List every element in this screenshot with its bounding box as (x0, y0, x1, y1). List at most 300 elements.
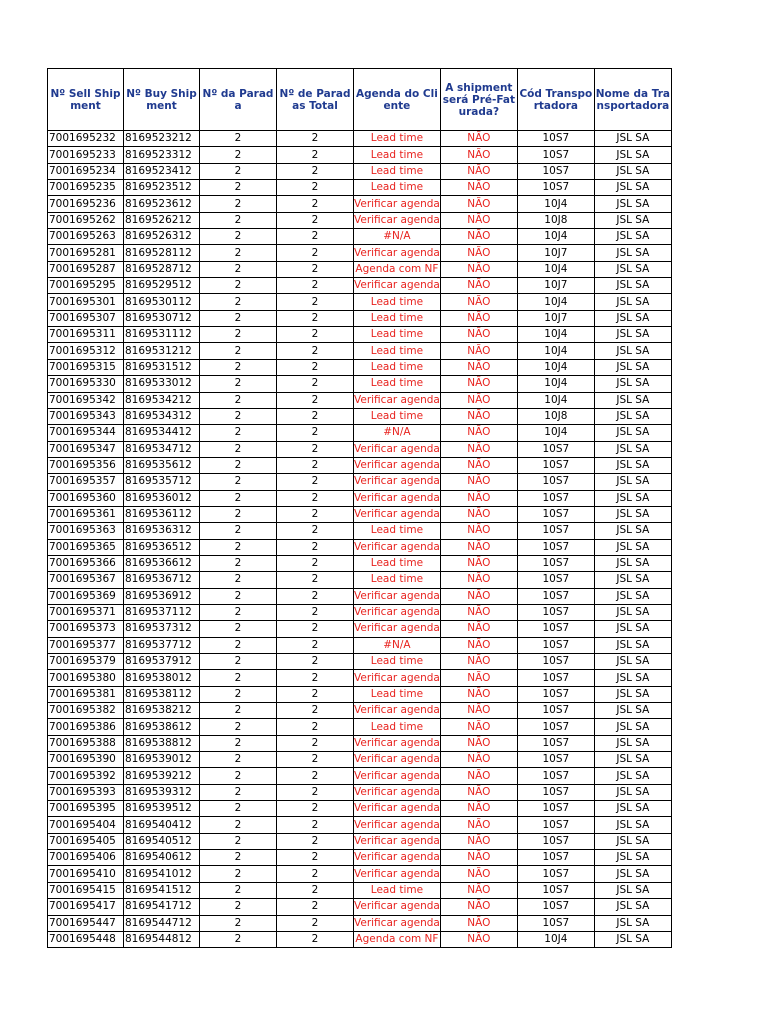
cell-buy-shipment[interactable]: 8169534412 (124, 425, 200, 441)
cell-sell-shipment[interactable]: 7001695361 (48, 506, 124, 522)
cell-nome-transportadora[interactable]: JSL SA (594, 637, 671, 653)
cell-cod-transportadora[interactable]: 10S7 (517, 686, 594, 702)
cell-paradas-total[interactable]: 2 (277, 376, 354, 392)
cell-pre-faturada[interactable]: NÃO (440, 506, 517, 522)
cell-parada[interactable]: 2 (200, 882, 277, 898)
cell-parada[interactable]: 2 (200, 752, 277, 768)
cell-parada[interactable]: 2 (200, 719, 277, 735)
cell-buy-shipment[interactable]: 8169531112 (124, 327, 200, 343)
cell-paradas-total[interactable]: 2 (277, 506, 354, 522)
cell-paradas-total[interactable]: 2 (277, 588, 354, 604)
cell-buy-shipment[interactable]: 8169538112 (124, 686, 200, 702)
cell-paradas-total[interactable]: 2 (277, 229, 354, 245)
cell-agenda-cliente[interactable]: Verificar agenda (354, 457, 441, 473)
cell-agenda-cliente[interactable]: Lead time (354, 327, 441, 343)
cell-buy-shipment[interactable]: 8169535712 (124, 474, 200, 490)
cell-parada[interactable]: 2 (200, 310, 277, 326)
cell-sell-shipment[interactable]: 7001695386 (48, 719, 124, 735)
cell-paradas-total[interactable]: 2 (277, 572, 354, 588)
cell-agenda-cliente[interactable]: Verificar agenda (354, 915, 441, 931)
cell-parada[interactable]: 2 (200, 457, 277, 473)
cell-parada[interactable]: 2 (200, 359, 277, 375)
cell-nome-transportadora[interactable]: JSL SA (594, 833, 671, 849)
cell-cod-transportadora[interactable]: 10S7 (517, 621, 594, 637)
cell-sell-shipment[interactable]: 7001695363 (48, 523, 124, 539)
cell-paradas-total[interactable]: 2 (277, 392, 354, 408)
cell-nome-transportadora[interactable]: JSL SA (594, 245, 671, 261)
cell-parada[interactable]: 2 (200, 784, 277, 800)
cell-cod-transportadora[interactable]: 10S7 (517, 506, 594, 522)
cell-agenda-cliente[interactable]: Verificar agenda (354, 539, 441, 555)
cell-buy-shipment[interactable]: 8169541712 (124, 899, 200, 915)
cell-pre-faturada[interactable]: NÃO (440, 637, 517, 653)
cell-parada[interactable]: 2 (200, 833, 277, 849)
cell-cod-transportadora[interactable]: 10S7 (517, 523, 594, 539)
cell-nome-transportadora[interactable]: JSL SA (594, 931, 671, 947)
cell-cod-transportadora[interactable]: 10S7 (517, 801, 594, 817)
cell-agenda-cliente[interactable]: Lead time (354, 686, 441, 702)
cell-cod-transportadora[interactable]: 10S7 (517, 768, 594, 784)
cell-nome-transportadora[interactable]: JSL SA (594, 539, 671, 555)
cell-nome-transportadora[interactable]: JSL SA (594, 735, 671, 751)
cell-pre-faturada[interactable]: NÃO (440, 686, 517, 702)
cell-sell-shipment[interactable]: 7001695330 (48, 376, 124, 392)
cell-parada[interactable]: 2 (200, 147, 277, 163)
cell-paradas-total[interactable]: 2 (277, 196, 354, 212)
cell-agenda-cliente[interactable]: Verificar agenda (354, 817, 441, 833)
cell-buy-shipment[interactable]: 8169538012 (124, 670, 200, 686)
cell-agenda-cliente[interactable]: Lead time (354, 310, 441, 326)
cell-buy-shipment[interactable]: 8169541512 (124, 882, 200, 898)
cell-cod-transportadora[interactable]: 10S7 (517, 588, 594, 604)
cell-nome-transportadora[interactable]: JSL SA (594, 670, 671, 686)
cell-cod-transportadora[interactable]: 10S7 (517, 833, 594, 849)
cell-pre-faturada[interactable]: NÃO (440, 539, 517, 555)
cell-parada[interactable]: 2 (200, 817, 277, 833)
cell-pre-faturada[interactable]: NÃO (440, 278, 517, 294)
cell-parada[interactable]: 2 (200, 376, 277, 392)
cell-buy-shipment[interactable]: 8169538612 (124, 719, 200, 735)
cell-cod-transportadora[interactable]: 10J4 (517, 359, 594, 375)
cell-agenda-cliente[interactable]: Lead time (354, 408, 441, 424)
cell-parada[interactable]: 2 (200, 703, 277, 719)
cell-sell-shipment[interactable]: 7001695380 (48, 670, 124, 686)
cell-buy-shipment[interactable]: 8169523412 (124, 163, 200, 179)
cell-buy-shipment[interactable]: 8169538212 (124, 703, 200, 719)
cell-parada[interactable]: 2 (200, 931, 277, 947)
cell-sell-shipment[interactable]: 7001695447 (48, 915, 124, 931)
cell-sell-shipment[interactable]: 7001695311 (48, 327, 124, 343)
cell-buy-shipment[interactable]: 8169528112 (124, 245, 200, 261)
cell-pre-faturada[interactable]: NÃO (440, 850, 517, 866)
cell-agenda-cliente[interactable]: Lead time (354, 555, 441, 571)
cell-sell-shipment[interactable]: 7001695406 (48, 850, 124, 866)
cell-paradas-total[interactable]: 2 (277, 490, 354, 506)
cell-paradas-total[interactable]: 2 (277, 866, 354, 882)
cell-paradas-total[interactable]: 2 (277, 735, 354, 751)
header-parada[interactable]: Nº da Parada (200, 69, 277, 131)
cell-cod-transportadora[interactable]: 10S7 (517, 735, 594, 751)
cell-pre-faturada[interactable]: NÃO (440, 229, 517, 245)
cell-buy-shipment[interactable]: 8169538812 (124, 735, 200, 751)
cell-pre-faturada[interactable]: NÃO (440, 425, 517, 441)
cell-pre-faturada[interactable]: NÃO (440, 735, 517, 751)
cell-pre-faturada[interactable]: NÃO (440, 833, 517, 849)
cell-sell-shipment[interactable]: 7001695448 (48, 931, 124, 947)
cell-agenda-cliente[interactable]: Verificar agenda (354, 752, 441, 768)
cell-nome-transportadora[interactable]: JSL SA (594, 196, 671, 212)
cell-paradas-total[interactable]: 2 (277, 294, 354, 310)
cell-agenda-cliente[interactable]: Lead time (354, 294, 441, 310)
cell-buy-shipment[interactable]: 8169536512 (124, 539, 200, 555)
cell-sell-shipment[interactable]: 7001695404 (48, 817, 124, 833)
cell-pre-faturada[interactable]: NÃO (440, 588, 517, 604)
cell-pre-faturada[interactable]: NÃO (440, 212, 517, 228)
cell-pre-faturada[interactable]: NÃO (440, 572, 517, 588)
cell-sell-shipment[interactable]: 7001695410 (48, 866, 124, 882)
cell-agenda-cliente[interactable]: Verificar agenda (354, 506, 441, 522)
cell-pre-faturada[interactable]: NÃO (440, 474, 517, 490)
cell-paradas-total[interactable]: 2 (277, 850, 354, 866)
cell-sell-shipment[interactable]: 7001695373 (48, 621, 124, 637)
cell-paradas-total[interactable]: 2 (277, 817, 354, 833)
cell-sell-shipment[interactable]: 7001695379 (48, 654, 124, 670)
cell-buy-shipment[interactable]: 8169531512 (124, 359, 200, 375)
cell-nome-transportadora[interactable]: JSL SA (594, 163, 671, 179)
cell-buy-shipment[interactable]: 8169534712 (124, 441, 200, 457)
cell-cod-transportadora[interactable]: 10S7 (517, 637, 594, 653)
cell-nome-transportadora[interactable]: JSL SA (594, 506, 671, 522)
header-pre-faturada[interactable]: A shipment será Pré-Faturada? (440, 69, 517, 131)
cell-paradas-total[interactable]: 2 (277, 768, 354, 784)
cell-agenda-cliente[interactable]: Lead time (354, 180, 441, 196)
cell-parada[interactable]: 2 (200, 506, 277, 522)
cell-buy-shipment[interactable]: 8169534312 (124, 408, 200, 424)
cell-agenda-cliente[interactable]: Verificar agenda (354, 245, 441, 261)
cell-pre-faturada[interactable]: NÃO (440, 327, 517, 343)
cell-agenda-cliente[interactable]: Lead time (354, 359, 441, 375)
cell-pre-faturada[interactable]: NÃO (440, 621, 517, 637)
cell-pre-faturada[interactable]: NÃO (440, 719, 517, 735)
cell-agenda-cliente[interactable]: Agenda com NF (354, 261, 441, 277)
cell-paradas-total[interactable]: 2 (277, 621, 354, 637)
cell-sell-shipment[interactable]: 7001695357 (48, 474, 124, 490)
cell-nome-transportadora[interactable]: JSL SA (594, 703, 671, 719)
cell-paradas-total[interactable]: 2 (277, 882, 354, 898)
cell-pre-faturada[interactable]: NÃO (440, 931, 517, 947)
cell-agenda-cliente[interactable]: Verificar agenda (354, 588, 441, 604)
cell-buy-shipment[interactable]: 8169530112 (124, 294, 200, 310)
cell-buy-shipment[interactable]: 8169523212 (124, 131, 200, 147)
cell-cod-transportadora[interactable]: 10J4 (517, 392, 594, 408)
cell-paradas-total[interactable]: 2 (277, 784, 354, 800)
cell-cod-transportadora[interactable]: 10S7 (517, 147, 594, 163)
cell-parada[interactable]: 2 (200, 637, 277, 653)
cell-cod-transportadora[interactable]: 10J4 (517, 327, 594, 343)
cell-parada[interactable]: 2 (200, 801, 277, 817)
cell-paradas-total[interactable]: 2 (277, 163, 354, 179)
cell-agenda-cliente[interactable]: Verificar agenda (354, 801, 441, 817)
cell-parada[interactable]: 2 (200, 899, 277, 915)
cell-sell-shipment[interactable]: 7001695367 (48, 572, 124, 588)
cell-sell-shipment[interactable]: 7001695356 (48, 457, 124, 473)
cell-sell-shipment[interactable]: 7001695388 (48, 735, 124, 751)
cell-pre-faturada[interactable]: NÃO (440, 801, 517, 817)
cell-parada[interactable]: 2 (200, 474, 277, 490)
cell-pre-faturada[interactable]: NÃO (440, 376, 517, 392)
cell-nome-transportadora[interactable]: JSL SA (594, 850, 671, 866)
cell-pre-faturada[interactable]: NÃO (440, 245, 517, 261)
cell-cod-transportadora[interactable]: 10S7 (517, 163, 594, 179)
cell-cod-transportadora[interactable]: 10S7 (517, 555, 594, 571)
cell-buy-shipment[interactable]: 8169537112 (124, 604, 200, 620)
header-cod-transportadora[interactable]: Cód Transportadora (517, 69, 594, 131)
cell-agenda-cliente[interactable]: Verificar agenda (354, 196, 441, 212)
cell-paradas-total[interactable]: 2 (277, 131, 354, 147)
cell-pre-faturada[interactable]: NÃO (440, 490, 517, 506)
cell-nome-transportadora[interactable]: JSL SA (594, 604, 671, 620)
cell-parada[interactable]: 2 (200, 670, 277, 686)
cell-parada[interactable]: 2 (200, 768, 277, 784)
cell-buy-shipment[interactable]: 8169523612 (124, 196, 200, 212)
cell-nome-transportadora[interactable]: JSL SA (594, 343, 671, 359)
cell-buy-shipment[interactable]: 8169540412 (124, 817, 200, 833)
cell-sell-shipment[interactable]: 7001695232 (48, 131, 124, 147)
cell-nome-transportadora[interactable]: JSL SA (594, 359, 671, 375)
cell-cod-transportadora[interactable]: 10S7 (517, 604, 594, 620)
cell-buy-shipment[interactable]: 8169544712 (124, 915, 200, 931)
cell-agenda-cliente[interactable]: Lead time (354, 163, 441, 179)
cell-buy-shipment[interactable]: 8169536012 (124, 490, 200, 506)
cell-nome-transportadora[interactable]: JSL SA (594, 376, 671, 392)
cell-paradas-total[interactable]: 2 (277, 278, 354, 294)
cell-buy-shipment[interactable]: 8169537312 (124, 621, 200, 637)
cell-paradas-total[interactable]: 2 (277, 719, 354, 735)
cell-pre-faturada[interactable]: NÃO (440, 294, 517, 310)
cell-agenda-cliente[interactable]: Verificar agenda (354, 392, 441, 408)
cell-buy-shipment[interactable]: 8169536912 (124, 588, 200, 604)
cell-nome-transportadora[interactable]: JSL SA (594, 572, 671, 588)
cell-pre-faturada[interactable]: NÃO (440, 670, 517, 686)
cell-pre-faturada[interactable]: NÃO (440, 915, 517, 931)
cell-agenda-cliente[interactable]: Lead time (354, 131, 441, 147)
cell-cod-transportadora[interactable]: 10S7 (517, 752, 594, 768)
cell-sell-shipment[interactable]: 7001695312 (48, 343, 124, 359)
cell-paradas-total[interactable]: 2 (277, 915, 354, 931)
cell-agenda-cliente[interactable]: Lead time (354, 654, 441, 670)
cell-parada[interactable]: 2 (200, 523, 277, 539)
cell-parada[interactable]: 2 (200, 408, 277, 424)
cell-buy-shipment[interactable]: 8169536112 (124, 506, 200, 522)
cell-cod-transportadora[interactable]: 10S7 (517, 850, 594, 866)
cell-sell-shipment[interactable]: 7001695315 (48, 359, 124, 375)
cell-parada[interactable]: 2 (200, 294, 277, 310)
cell-paradas-total[interactable]: 2 (277, 245, 354, 261)
cell-buy-shipment[interactable]: 8169544812 (124, 931, 200, 947)
cell-nome-transportadora[interactable]: JSL SA (594, 719, 671, 735)
cell-pre-faturada[interactable]: NÃO (440, 752, 517, 768)
cell-nome-transportadora[interactable]: JSL SA (594, 752, 671, 768)
cell-buy-shipment[interactable]: 8169534212 (124, 392, 200, 408)
cell-agenda-cliente[interactable]: Lead time (354, 719, 441, 735)
cell-cod-transportadora[interactable]: 10J4 (517, 425, 594, 441)
cell-cod-transportadora[interactable]: 10S7 (517, 539, 594, 555)
cell-cod-transportadora[interactable]: 10J7 (517, 310, 594, 326)
cell-parada[interactable]: 2 (200, 327, 277, 343)
cell-nome-transportadora[interactable]: JSL SA (594, 392, 671, 408)
cell-paradas-total[interactable]: 2 (277, 212, 354, 228)
cell-cod-transportadora[interactable]: 10S7 (517, 817, 594, 833)
cell-parada[interactable]: 2 (200, 278, 277, 294)
cell-parada[interactable]: 2 (200, 866, 277, 882)
cell-cod-transportadora[interactable]: 10S7 (517, 719, 594, 735)
cell-nome-transportadora[interactable]: JSL SA (594, 866, 671, 882)
cell-nome-transportadora[interactable]: JSL SA (594, 294, 671, 310)
cell-pre-faturada[interactable]: NÃO (440, 899, 517, 915)
cell-parada[interactable]: 2 (200, 196, 277, 212)
cell-nome-transportadora[interactable]: JSL SA (594, 229, 671, 245)
cell-sell-shipment[interactable]: 7001695343 (48, 408, 124, 424)
cell-pre-faturada[interactable]: NÃO (440, 882, 517, 898)
cell-agenda-cliente[interactable]: Verificar agenda (354, 703, 441, 719)
cell-sell-shipment[interactable]: 7001695417 (48, 899, 124, 915)
cell-parada[interactable]: 2 (200, 343, 277, 359)
cell-agenda-cliente[interactable]: #N/A (354, 425, 441, 441)
cell-nome-transportadora[interactable]: JSL SA (594, 588, 671, 604)
cell-pre-faturada[interactable]: NÃO (440, 441, 517, 457)
cell-sell-shipment[interactable]: 7001695235 (48, 180, 124, 196)
cell-pre-faturada[interactable]: NÃO (440, 654, 517, 670)
cell-sell-shipment[interactable]: 7001695390 (48, 752, 124, 768)
cell-parada[interactable]: 2 (200, 572, 277, 588)
cell-cod-transportadora[interactable]: 10J4 (517, 343, 594, 359)
cell-cod-transportadora[interactable]: 10J4 (517, 294, 594, 310)
cell-cod-transportadora[interactable]: 10S7 (517, 915, 594, 931)
cell-pre-faturada[interactable]: NÃO (440, 457, 517, 473)
cell-buy-shipment[interactable]: 8169529512 (124, 278, 200, 294)
cell-buy-shipment[interactable]: 8169539012 (124, 752, 200, 768)
cell-parada[interactable]: 2 (200, 621, 277, 637)
cell-sell-shipment[interactable]: 7001695263 (48, 229, 124, 245)
cell-parada[interactable]: 2 (200, 441, 277, 457)
cell-nome-transportadora[interactable]: JSL SA (594, 899, 671, 915)
cell-buy-shipment[interactable]: 8169533012 (124, 376, 200, 392)
cell-agenda-cliente[interactable]: Verificar agenda (354, 604, 441, 620)
cell-cod-transportadora[interactable]: 10S7 (517, 572, 594, 588)
cell-pre-faturada[interactable]: NÃO (440, 604, 517, 620)
cell-paradas-total[interactable]: 2 (277, 457, 354, 473)
cell-parada[interactable]: 2 (200, 915, 277, 931)
cell-parada[interactable]: 2 (200, 686, 277, 702)
cell-parada[interactable]: 2 (200, 245, 277, 261)
cell-pre-faturada[interactable]: NÃO (440, 343, 517, 359)
cell-sell-shipment[interactable]: 7001695392 (48, 768, 124, 784)
cell-parada[interactable]: 2 (200, 604, 277, 620)
cell-cod-transportadora[interactable]: 10J4 (517, 931, 594, 947)
cell-paradas-total[interactable]: 2 (277, 425, 354, 441)
cell-sell-shipment[interactable]: 7001695365 (48, 539, 124, 555)
cell-agenda-cliente[interactable]: Lead time (354, 376, 441, 392)
cell-pre-faturada[interactable]: NÃO (440, 784, 517, 800)
cell-sell-shipment[interactable]: 7001695366 (48, 555, 124, 571)
cell-buy-shipment[interactable]: 8169539312 (124, 784, 200, 800)
cell-pre-faturada[interactable]: NÃO (440, 523, 517, 539)
cell-cod-transportadora[interactable]: 10J8 (517, 212, 594, 228)
cell-pre-faturada[interactable]: NÃO (440, 180, 517, 196)
cell-agenda-cliente[interactable]: Lead time (354, 343, 441, 359)
cell-nome-transportadora[interactable]: JSL SA (594, 654, 671, 670)
cell-paradas-total[interactable]: 2 (277, 654, 354, 670)
cell-parada[interactable]: 2 (200, 131, 277, 147)
cell-nome-transportadora[interactable]: JSL SA (594, 768, 671, 784)
cell-agenda-cliente[interactable]: Verificar agenda (354, 670, 441, 686)
cell-sell-shipment[interactable]: 7001695287 (48, 261, 124, 277)
cell-agenda-cliente[interactable]: Verificar agenda (354, 490, 441, 506)
cell-paradas-total[interactable]: 2 (277, 327, 354, 343)
cell-agenda-cliente[interactable]: Verificar agenda (354, 474, 441, 490)
cell-cod-transportadora[interactable]: 10J4 (517, 261, 594, 277)
cell-buy-shipment[interactable]: 8169541012 (124, 866, 200, 882)
cell-pre-faturada[interactable]: NÃO (440, 817, 517, 833)
cell-cod-transportadora[interactable]: 10J7 (517, 245, 594, 261)
cell-nome-transportadora[interactable]: JSL SA (594, 425, 671, 441)
cell-cod-transportadora[interactable]: 10S7 (517, 899, 594, 915)
cell-agenda-cliente[interactable]: Verificar agenda (354, 850, 441, 866)
cell-sell-shipment[interactable]: 7001695369 (48, 588, 124, 604)
cell-cod-transportadora[interactable]: 10J7 (517, 278, 594, 294)
cell-cod-transportadora[interactable]: 10S7 (517, 882, 594, 898)
cell-agenda-cliente[interactable]: #N/A (354, 637, 441, 653)
cell-parada[interactable]: 2 (200, 555, 277, 571)
cell-sell-shipment[interactable]: 7001695236 (48, 196, 124, 212)
cell-parada[interactable]: 2 (200, 735, 277, 751)
cell-agenda-cliente[interactable]: Verificar agenda (354, 278, 441, 294)
cell-agenda-cliente[interactable]: Verificar agenda (354, 735, 441, 751)
cell-sell-shipment[interactable]: 7001695395 (48, 801, 124, 817)
cell-agenda-cliente[interactable]: Verificar agenda (354, 899, 441, 915)
cell-nome-transportadora[interactable]: JSL SA (594, 621, 671, 637)
cell-sell-shipment[interactable]: 7001695382 (48, 703, 124, 719)
cell-nome-transportadora[interactable]: JSL SA (594, 310, 671, 326)
cell-parada[interactable]: 2 (200, 588, 277, 604)
cell-paradas-total[interactable]: 2 (277, 752, 354, 768)
cell-paradas-total[interactable]: 2 (277, 147, 354, 163)
cell-nome-transportadora[interactable]: JSL SA (594, 212, 671, 228)
cell-paradas-total[interactable]: 2 (277, 899, 354, 915)
cell-buy-shipment[interactable]: 8169540612 (124, 850, 200, 866)
cell-pre-faturada[interactable]: NÃO (440, 131, 517, 147)
cell-nome-transportadora[interactable]: JSL SA (594, 555, 671, 571)
cell-agenda-cliente[interactable]: Lead time (354, 147, 441, 163)
cell-cod-transportadora[interactable]: 10S7 (517, 866, 594, 882)
cell-paradas-total[interactable]: 2 (277, 604, 354, 620)
cell-nome-transportadora[interactable]: JSL SA (594, 131, 671, 147)
cell-nome-transportadora[interactable]: JSL SA (594, 147, 671, 163)
cell-agenda-cliente[interactable]: Verificar agenda (354, 441, 441, 457)
cell-parada[interactable]: 2 (200, 654, 277, 670)
cell-paradas-total[interactable]: 2 (277, 261, 354, 277)
cell-nome-transportadora[interactable]: JSL SA (594, 523, 671, 539)
cell-cod-transportadora[interactable]: 10J4 (517, 229, 594, 245)
cell-nome-transportadora[interactable]: JSL SA (594, 261, 671, 277)
header-agenda-cliente[interactable]: Agenda do Cliente (354, 69, 441, 131)
cell-nome-transportadora[interactable]: JSL SA (594, 408, 671, 424)
cell-cod-transportadora[interactable]: 10S7 (517, 490, 594, 506)
cell-buy-shipment[interactable]: 8169539512 (124, 801, 200, 817)
cell-buy-shipment[interactable]: 8169540512 (124, 833, 200, 849)
cell-nome-transportadora[interactable]: JSL SA (594, 441, 671, 457)
cell-paradas-total[interactable]: 2 (277, 555, 354, 571)
